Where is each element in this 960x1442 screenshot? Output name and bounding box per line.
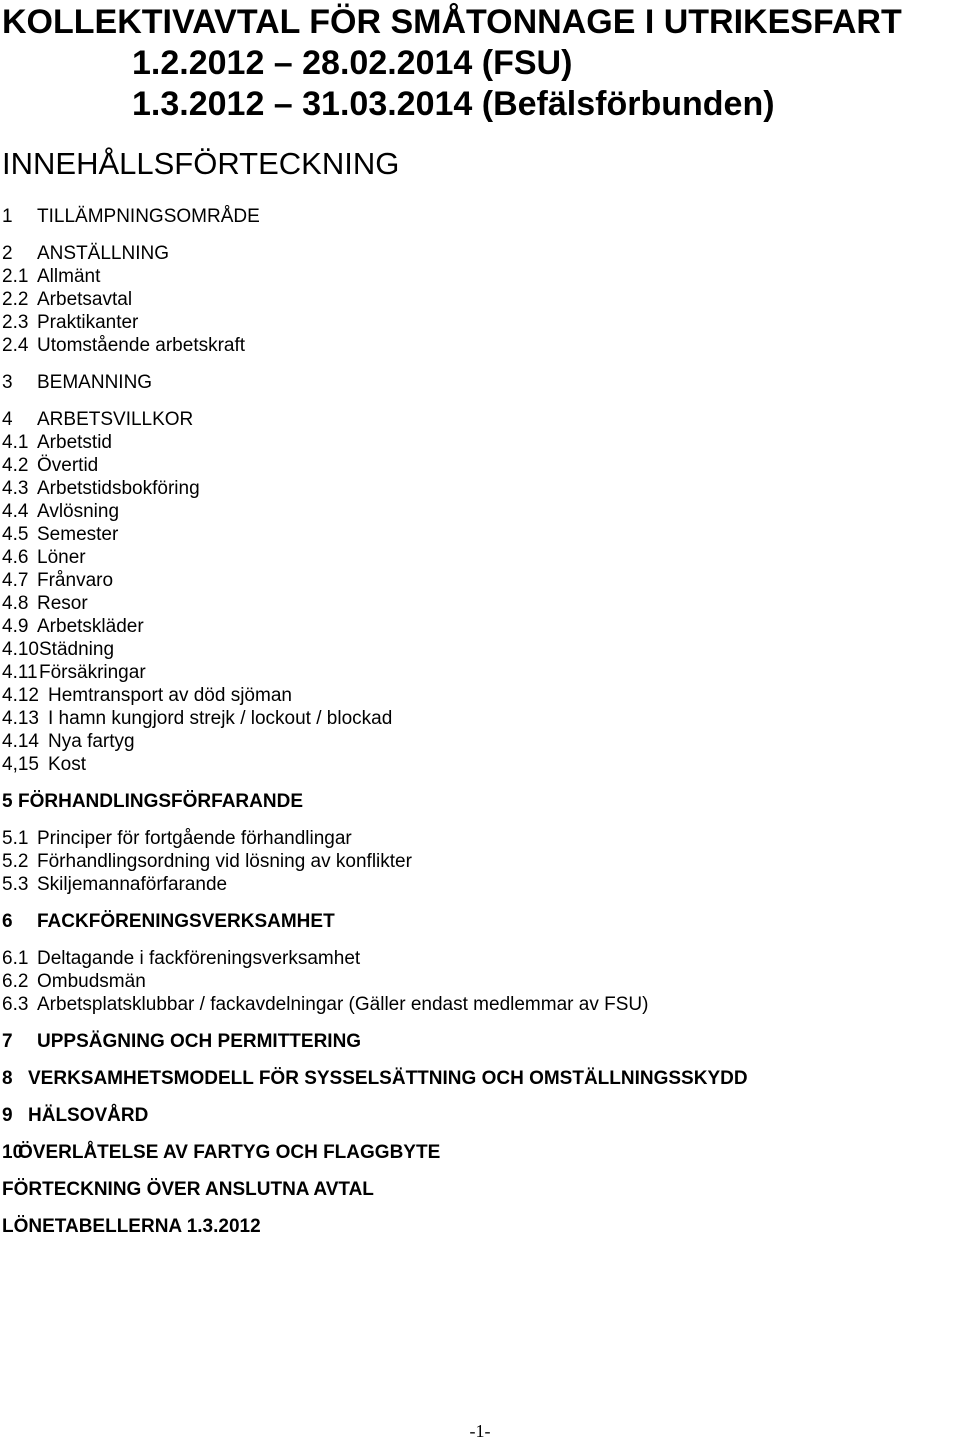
toc-entry-number: 9 [2,1105,13,1126]
toc-entry-text: Allmänt [37,266,101,287]
toc-entry-text: Resor [37,593,88,614]
toc-entry-number: 4 [2,409,13,430]
toc-entry [2,288,132,311]
toc-entry [2,850,412,873]
toc-entry-text: LÖNETABELLERNA 1.3.2012 [2,1216,261,1237]
toc-entry-text: Arbetsplatsklubbar / fackavdelningar (Gäller endast medlemmar av FSU) [37,994,649,1015]
toc-entry-text: Ombudsmän [37,971,146,992]
toc-entry [2,684,292,707]
toc-entry-number: 5.1 [2,828,29,849]
toc-heading: INNEHÅLLSFÖRTECKNING [2,146,400,181]
toc-entry-text: Arbetstid [37,432,112,453]
toc-entry [2,1067,748,1090]
toc-entry-text: Hemtransport av död sjöman [48,685,292,706]
toc-entry-number: 4.6 [2,547,29,568]
toc-entry [2,827,352,850]
toc-entry-number: 6.2 [2,971,29,992]
toc-entry-text: TILLÄMPNINGSOMRÅDE [37,206,260,227]
toc-entry [2,638,114,661]
toc-entry [2,500,119,523]
toc-entry [2,661,146,684]
toc-entry-text: Utomstående arbetskraft [37,335,246,356]
toc-entry [2,569,113,592]
toc-entry [2,431,112,454]
toc-entry-number: 4.8 [2,593,29,614]
document-title [0,2,960,125]
toc-entry-text: Skiljemannaförfarande [37,874,228,895]
toc-entry-text: BEMANNING [37,372,153,393]
toc-entry-number: 2.2 [2,289,29,310]
toc-entry [2,408,193,431]
toc-entry [2,454,98,477]
toc-entry-number: 2.1 [2,266,29,287]
toc-entry-number: 4.1 [2,432,29,453]
toc-entry-number: 6.1 [2,948,29,969]
toc-entry-number: 4.10 [2,639,39,660]
toc-entry [2,970,146,993]
toc-entry [2,790,303,813]
toc-entry-text: FACKFÖRENINGSVERKSAMHET [37,911,335,932]
toc-entry-number: 10 [2,1142,24,1163]
toc-entry-number: 4.2 [2,455,29,476]
toc-entry-text: Arbetstidsbokföring [37,478,200,499]
toc-entry [2,546,86,569]
toc-entry-number: 4.4 [2,501,29,522]
toc-entry-number: 4.12 [2,685,39,706]
toc-entry [2,707,392,730]
toc-entry-text: I hamn kungjord strejk / lockout / blockad [48,708,393,729]
toc-entry-text: Avlösning [37,501,120,522]
toc-entry [2,592,88,615]
title-line-1: KOLLEKTIVAVTAL FÖR SMÅTONNAGE I UTRIKESFART [2,3,902,41]
toc-entry [2,730,135,753]
toc-entry [2,477,200,500]
toc-entry-text: Städning [39,639,115,660]
toc-entry-text: Deltagande i fackföreningsverksamhet [37,948,361,969]
toc-entry-number: 5 [2,791,13,812]
toc-entry-text: UPPSÄGNING OCH PERMITTERING [37,1031,362,1052]
toc-entry-text: Frånvaro [37,570,114,591]
toc-entry-text: Löner [37,547,86,568]
toc-entry-text: Arbetskläder [37,616,144,637]
toc-entry [2,242,169,265]
toc-entry [2,205,260,228]
toc-entry [2,1178,374,1201]
toc-entry-text: Arbetsavtal [37,289,133,310]
toc-entry [2,1030,361,1053]
toc-entry-number: 4.5 [2,524,29,545]
toc-entry [2,947,360,970]
title-line-2: 1.2.2012 – 28.02.2014 (FSU) [132,44,573,82]
toc-entry [2,615,144,638]
toc-entry-text: Praktikanter [37,312,139,333]
toc-entry-text: Nya fartyg [48,731,135,752]
toc-entry-text: Kost [48,754,87,775]
toc-entry [2,265,100,288]
toc-entry-text: Semester [37,524,119,545]
toc-entry [2,993,648,1016]
title-line-3: 1.3.2012 – 31.03.2014 (Befälsförbunden) [132,85,775,123]
toc-entry-text: Principer för fortgående förhandlingar [37,828,352,849]
toc-entry-number: 4.9 [2,616,29,637]
toc-entry-text: HÄLSOVÅRD [28,1105,149,1126]
toc-entry-number: 2.3 [2,312,29,333]
toc-entry [2,910,335,933]
toc-entry-number: 1 [2,206,13,227]
toc-entry-number: 3 [2,372,13,393]
toc-entry [2,753,86,776]
toc-entry-number: 4,15 [2,754,39,775]
toc-entry [2,873,227,896]
toc-entry-number: 4.7 [2,570,29,591]
toc-entry-number: 4.13 [2,708,39,729]
toc-entry-number: 4.3 [2,478,29,499]
toc-entry [2,334,245,357]
page-number: -1- [469,1421,491,1441]
toc-entry-number: 6.3 [2,994,29,1015]
toc-entry-text: Försäkringar [39,662,146,683]
toc-entry-text: ARBETSVILLKOR [37,409,194,430]
toc-entry [2,311,138,334]
toc-entry-number: 5.3 [2,874,29,895]
toc-entry-number: 2.4 [2,335,29,356]
toc-entry-text: FÖRHANDLINGSFÖRFARANDE [18,791,303,812]
toc-entry-text: ÖVERLÅTELSE AV FARTYG OCH FLAGGBYTE [18,1142,441,1163]
toc-entry-text: FÖRTECKNING ÖVER ANSLUTNA AVTAL [2,1179,374,1200]
toc-entry-text: ANSTÄLLNING [37,243,169,264]
toc-entry [2,1104,148,1127]
toc-entry-number: 6 [2,911,13,932]
toc-entry-text: Förhandlingsordning vid lösning av konflikter [37,851,412,872]
toc-entry-number: 4.11 [2,662,38,683]
toc-entry-text: VERKSAMHETSMODELL FÖR SYSSELSÄTTNING OCH OMSTÄLLNINGSSKYDD [28,1068,748,1089]
toc-entry-text: Övertid [37,455,99,476]
toc-entry-number: 4.14 [2,731,39,752]
toc-entry [2,523,118,546]
toc-entry [2,1215,261,1238]
toc-entry-number: 7 [2,1031,13,1052]
toc-entry [2,1141,440,1164]
toc-entry-number: 8 [2,1068,13,1089]
toc-entry-number: 2 [2,243,13,264]
toc-entry [2,371,152,394]
toc-entry-number: 5.2 [2,851,29,872]
